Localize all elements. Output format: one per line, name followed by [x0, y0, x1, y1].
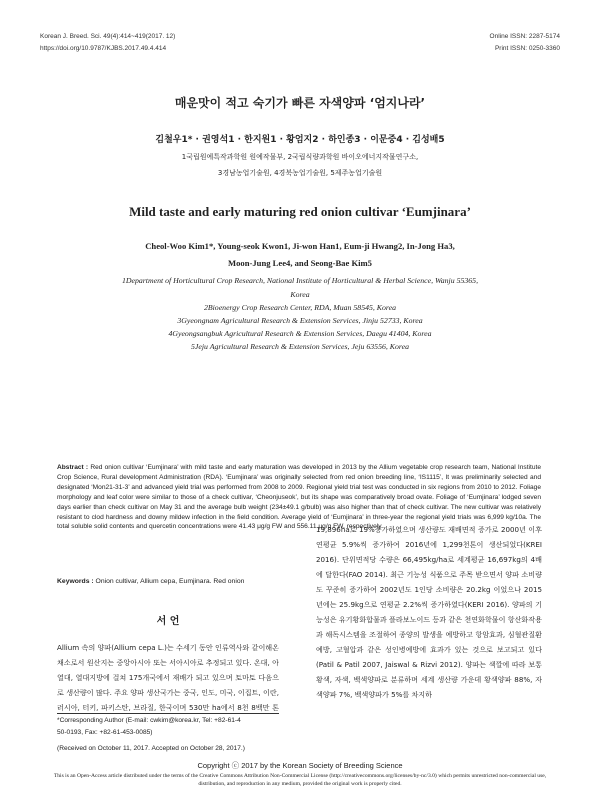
- keywords-text: Onion cultivar, Allium cepa, Eumjinara. Red onion: [95, 578, 245, 585]
- affiliation-english-5: 5Jeju Agricultural Research & Extension Services, Jeju 63556, Korea: [191, 342, 409, 351]
- keywords-label: Keywords :: [57, 578, 94, 585]
- abstract-label: Abstract :: [57, 464, 89, 471]
- print-issn: Print ISSN: 0250-3360: [494, 45, 560, 52]
- authors-english-line-2: Moon-Jung Lee4, and Seong-Bae Kim5: [228, 258, 372, 268]
- affiliation-english-1: 1Department of Horticultural Crop Research, National Institute of Horticultural & Herbal Science, Wanju 55365,: [121, 276, 479, 285]
- corresponding-author-line-2: 50-0193, Fax: +82-61-453-0085): [57, 729, 153, 736]
- license-text: This is an Open-Access article distributed under the terms of the Creative Commons Attribution Non-Commercial License (http://creativecommons.org/licenses/by-nc/3.0) which permits unrestricted non-commercial use, distribution, and reproduction in any medium, provided the original work is properly cited.: [53, 773, 547, 787]
- received-accepted-dates: (Received on October 11, 2017. Accepted on October 28, 2017.): [57, 745, 245, 752]
- affiliation-english-2: 2Bioenergy Crop Research Center, RDA, Muan 58545, Korea: [203, 303, 396, 312]
- affiliation-korean-1: 1국립원예특작과학원 원예작물부, 2국립식량과학원 바이오에너지작물연구소,: [181, 153, 419, 161]
- intro-column-right: 19,896ha로 19%증가하였으며 생산량도 재배면적 증가로 2000년 이후 연평균 5.9%씩 증가하여 2016년에 1,299천톤이 생산되었다(KREI 2016). 단위면적당 수량은 66,495kg/ha로 세계평균 16,697kg의 4배에 달한다(FAO 2014). 최근 기능성 식품으로 주목 받으면서 양파 소비량도 꾸준히 증가하여 2002년도 1인당 소비량은 20.2kg 이었으나 2015년에는 25.9kg으로 연평균 2.2%씩 증가하였다(KERI 2016). 양파의 기능성은 유기황화합물과 플라보노이드 등과 같은 천연화학물이 항산화작용과 해독시스템을 조절하여 종양의 발생을 예방하고 항암효과, 심혈관질환예방, 고혈압과 같은 성인병예방에 효과가 있는 것으로 보고되고 있다(Patil & Patil 2007, Jaiswal & Rizvi 2012). 양파는 색깔에 따라 보통 황색, 자색, 백색양파로 분류하며 세계 생산량 가운데 황색양파 88%, 자색양파 7%, 백색양파가 5%를 차지하: [316, 525, 542, 699]
- affiliation-english-3: 3Gyeongnam Agricultural Research & Extension Services, Jinju 52733, Korea: [177, 316, 423, 325]
- doi-link[interactable]: https://doi.org/10.9787/KJBS.2017.49.4.414: [40, 45, 167, 52]
- title-korean: 매운맛이 적고 숙기가 빠른 자색양파 ‘엄지나라’: [174, 96, 426, 110]
- affiliation-english-4: 4Gyeongsangbuk Agricultural Research & Extension Services, Daegu 41404, Korea: [168, 329, 432, 338]
- keywords: [57, 578, 244, 585]
- affiliation-korean-2: 3경남농업기술원, 4경북농업기술원, 5제주농업기술원: [217, 169, 383, 177]
- copyright-notice: Copyright ⓒ 2017 by the Korean Society of Breeding Science: [197, 761, 403, 770]
- title-english: Mild taste and early maturing red onion cultivar ‘Eumjinara’: [129, 204, 471, 219]
- abstract-text: Red onion cultivar ‘Eumjinara’ with mild taste and early maturation was developed in 2013 by the Allium vegetable crop research team, National Institute Crop Science, Rural development Administration (RDA). ‘Eumjinara’ was originally selected from red onion breeding line, ‘IS1115’, It was preliminarily selected and designated ‘Mon21-31-3’ and advanced yield trial was performed from 2008 to 2009. Regional yield trial test was conducted in six regions from 2010 to 2012. Foliage morphology and leaf color were similar to those of a check cultivar, ‘Cheonjuseok’, but its shape was comparatively broad ovate. Foliage of ‘Eumjinara’ lodged seven days earlier than check cultivar on May 31 and the average bulb weight (234±49.1 g/bulb) was also higher than that of check cultivar. The new cultivar was relatively resistant to clod hardness and downy mildew infection in the field condition. Average yield of ‘Eumjinara’ in three-year the regional yield trials was 6,999 kg/10a. The total soluble solid contents and quercetin concentrations were 41.43 μg/g FW and 556.11 μg/g FW, respectively.: [57, 464, 541, 531]
- affiliation-english-1-country: Korea: [290, 290, 310, 299]
- authors-english-line-1: Cheol-Woo Kim1*, Young-seok Kwon1, Ji-won Han1, Eum-ji Hwang2, In-Jong Ha3,: [145, 241, 455, 251]
- intro-column-left: Allium 속의 양파(Allium cepa L.)는 수세기 동안 인류역사와 같이해온 채소로서 원산지는 중앙아시아 또는 서아시아로 추정되고 있다. 온대, 아열대, 열대지방에 걸쳐 175개국에서 재배가 되고 있으며 토마토 다음으로 생산량이 많다. 주요 양파 생산국가는 중국, 인도, 미국, 이집트, 이란, 러시아, 터키, 파키스탄, 브라질, 한국이며 530만 ha에서 8천 8백만 톤: [57, 643, 279, 712]
- corresponding-author-line-1: *Corresponding Author (E-mail: cwkim@korea.kr, Tel: +82-61-4: [57, 717, 241, 724]
- journal-reference: Korean J. Breed. Sci. 49(4):414~419(2017. 12): [40, 33, 176, 40]
- footnote-divider: [57, 713, 279, 714]
- online-issn: Online ISSN: 2287-5174: [489, 33, 560, 40]
- authors-korean: 김철우1* · 권영석1 · 한지원1 · 황엄지2 · 하인종3 · 이문중4 · 김성배5: [155, 135, 445, 145]
- section-title-introduction: 서 언: [156, 616, 180, 627]
